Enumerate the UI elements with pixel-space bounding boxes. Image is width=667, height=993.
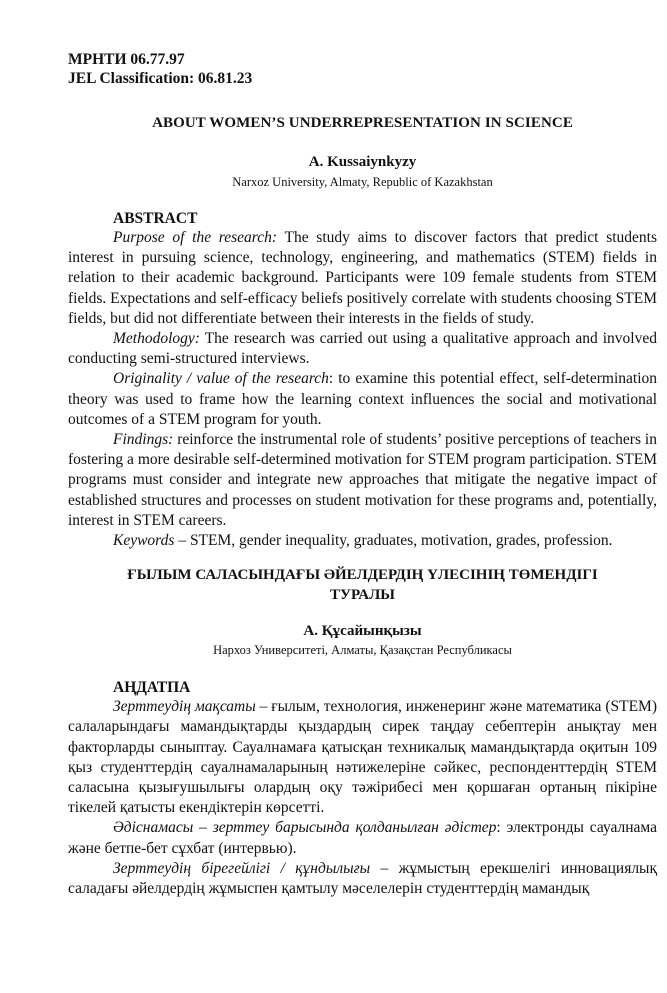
abstract-paragraph-methodology-kz [68,818,657,858]
abstract-paragraph-purpose [68,228,657,329]
abstract-paragraph-methodology [68,329,657,369]
paragraph-text: – жұмыстың ерекшелігі инновациялық саладағы әйелдердің жұмыспен қамтылу мәселелерін студенттердің мамандық [68,859,657,898]
paragraph-lead: Зерттеудің бірегейлігі / құндылығы [113,859,371,877]
paragraph-lead: Зерттеудің мақсаты [113,698,256,716]
article-title-en: ABOUT WOMEN’S UNDERREPRESENTATION IN SCIENCE [152,115,573,131]
paragraph-lead: Findings: [113,431,174,449]
article-title-kz: ҒЫЛЫМ САЛАСЫНДАҒЫ ӘЙЕЛДЕРДІҢ ҮЛЕСІНІҢ ТӨМЕНДІГІ ТУРАЛЫ [127,567,598,604]
paragraph-lead: Methodology: [113,330,200,348]
abstract-paragraph-originality-kz [68,859,657,899]
paragraph-text: reinforce the instrumental role of students’ positive perceptions of teachers in fostering a more desirable self-determined motivation for STEM program participation. STEM programs must consider and integrate new approaches that mitigate the negative impact of established structures and processes on student motivation for these programs and, potentially, interest in STEM careers. [68,431,657,529]
abstract-paragraph-findings [68,430,657,531]
author-affiliation-en: Narxoz University, Almaty, Republic of Kazakhstan [232,175,493,189]
abstract-heading: ABSTRACT [113,210,198,227]
abstract-heading-kz: АҢДАТПА [113,679,191,697]
paragraph-lead: Originality / value of the research [113,370,329,388]
abstract-paragraph-originality [68,369,657,430]
paragraph-text: The research was carried out using a qualitative approach and involved conducting semi-structured interviews. [68,330,657,368]
paragraph-text: The study aims to discover factors that predict students interest in pursuing science, technology, engineering, and mathematics (STEM) fields in relation to their academic background. Participants were 109 female students from STEM fields. Expectations and self-efficacy beliefs positively correlate with students choosing STEM fields, but did not differentiate between their interests in the fields of study. [68,229,658,327]
classification-block [68,50,657,88]
paragraph-text: – ғылым, технология, инженеринг және математика (STEM) салаларындағы мамандықтарды қыздардың сирек таңдау себептерін анықтау мен факторларды сыныптау. Сауалнамаға қатысқан техникалық мамандықтарда оқитын 109 қыз студенттердің сауалнамаларының нәтижелеріне сәйкес, респонденттердің STEM саласына қызығушылығы олардың оқу тәжірибесі мен қоршаған ортаның пікіріне тікелей қатысты екендіктерін көрсетті. [68,698,657,817]
abstract-paragraph-purpose-kz [68,697,657,818]
abstract-body-en [68,228,657,551]
paragraph-text: – STEM, gender inequality, graduates, motivation, grades, profession. [174,532,613,550]
mrnti-code: МРНТИ 06.77.97 [68,51,185,68]
author-name-en: A. Kussaiynkyzy [308,154,417,170]
jel-classification: JEL Classification: 06.81.23 [68,70,253,87]
abstract-body-kz [68,697,657,899]
paragraph-text: : to examine this potential effect, self-determination theory was used to frame how the learning context influences the social and motivational outcomes of a STEM program for youth. [68,370,657,428]
paragraph-text: : электронды сауалнама және бетпе-бет сұхбат (интервью). [68,819,657,857]
abstract-paragraph-keywords [68,531,657,551]
paragraph-lead: Purpose of the research: [113,229,278,246]
paragraph-lead: Әдіснамасы – зерттеу барысында қолданылған әдістер [113,819,497,837]
author-name-kz: А. Құсайынқызы [303,623,422,640]
paragraph-lead: Keywords [113,532,175,550]
author-affiliation-kz: Нархоз Университеті, Алматы, Қазақстан Республикасы [213,643,512,658]
